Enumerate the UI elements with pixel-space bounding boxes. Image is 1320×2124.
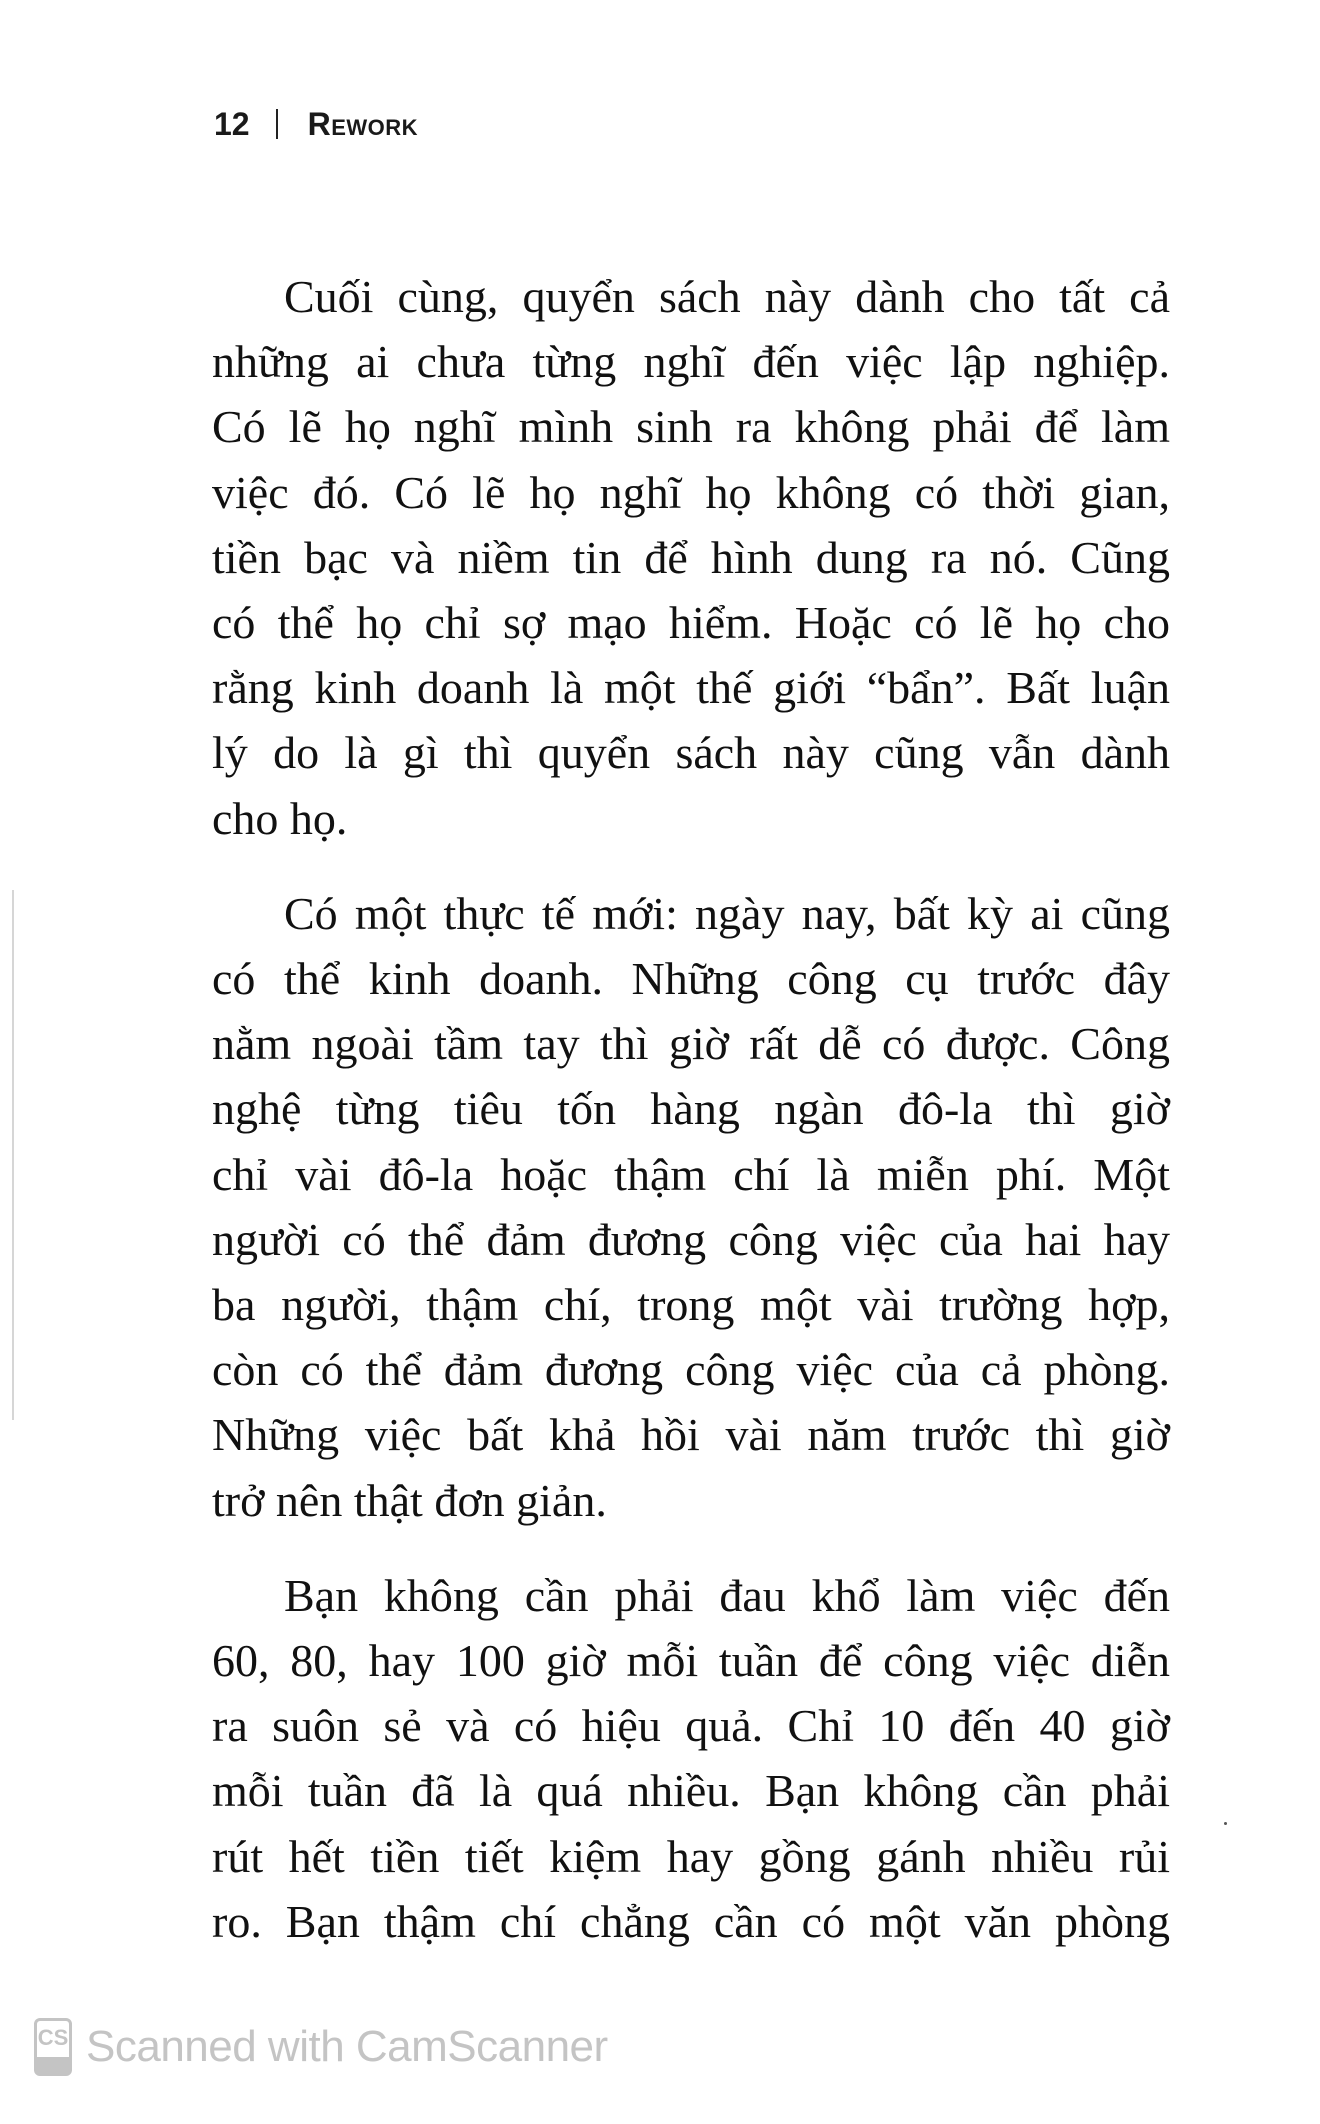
text-line: còn có thể đảm đương công việc của cả phòng. [212,1344,1170,1396]
text-line: tiền bạc và niềm tin để hình dung ra nó. Cũng [212,531,1170,583]
text-line: cho họ. [212,792,348,844]
text-line: Bạn không cần phải đau khổ làm việc đến [284,1569,1170,1621]
text-line: rằng kinh doanh là một thế giới “bẩn”. Bất luận [212,662,1170,714]
paragraph-3 [212,1563,1170,1954]
text-line: chỉ vài đô-la hoặc thậm chí là miễn phí. Một [212,1148,1170,1200]
running-header [214,104,418,144]
camscanner-watermark [34,2018,608,2076]
header-separator [276,109,278,139]
body-text [212,264,1170,1984]
page-number: 12 [214,105,250,142]
text-line: Có lẽ họ nghĩ mình sinh ra không phải để làm [212,401,1170,453]
text-line: mỗi tuần đã là quá nhiều. Bạn không cần phải [212,1765,1170,1817]
text-line: Có một thực tế mới: ngày nay, bất kỳ ai cũng [284,887,1170,939]
text-line: Những việc bất khả hồi vài năm trước thì giờ [212,1409,1170,1461]
logo-bar [37,2057,69,2073]
text-line: 60, 80, hay 100 giờ mỗi tuần để công việc diễn [212,1635,1170,1687]
text-line: trở nên thật đơn giản. [212,1474,607,1526]
text-line: có thể kinh doanh. Những công cụ trước đây [212,953,1170,1005]
text-line: ba người, thậm chí, trong một vài trường hợp, [212,1279,1170,1331]
page-edge-shadow [12,890,14,1420]
text-line: nghệ từng tiêu tốn hàng ngàn đô-la thì giờ [212,1083,1170,1135]
camscanner-logo-icon [34,2018,72,2076]
text-line: lý do là gì thì quyển sách này cũng vẫn dành [212,727,1170,779]
paragraph-1 [212,264,1170,851]
text-line: có thể họ chỉ sợ mạo hiểm. Hoặc có lẽ họ cho [212,597,1170,649]
text-line: những ai chưa từng nghĩ đến việc lập nghiệp. [212,336,1170,388]
camscanner-logo-text: CS [37,2025,69,2050]
book-title: Rework [307,105,419,142]
scan-speck [1224,1822,1227,1825]
text-line: việc đó. Có lẽ họ nghĩ họ không có thời gian, [212,466,1170,518]
text-line: nằm ngoài tầm tay thì giờ rất dễ có được. Công [212,1018,1170,1070]
paragraph-2 [212,881,1170,1533]
text-line: rút hết tiền tiết kiệm hay gồng gánh nhiều rủi [212,1830,1170,1882]
text-line: người có thể đảm đương công việc của hai hay [212,1213,1170,1265]
text-line: ro. Bạn thậm chí chẳng cần có một văn phòng [212,1895,1170,1947]
text-line: ra suôn sẻ và có hiệu quả. Chỉ 10 đến 40 giờ [212,1700,1170,1752]
text-line: Cuối cùng, quyển sách này dành cho tất cả [284,271,1170,322]
watermark-text: Scanned with CamScanner [86,2022,608,2071]
